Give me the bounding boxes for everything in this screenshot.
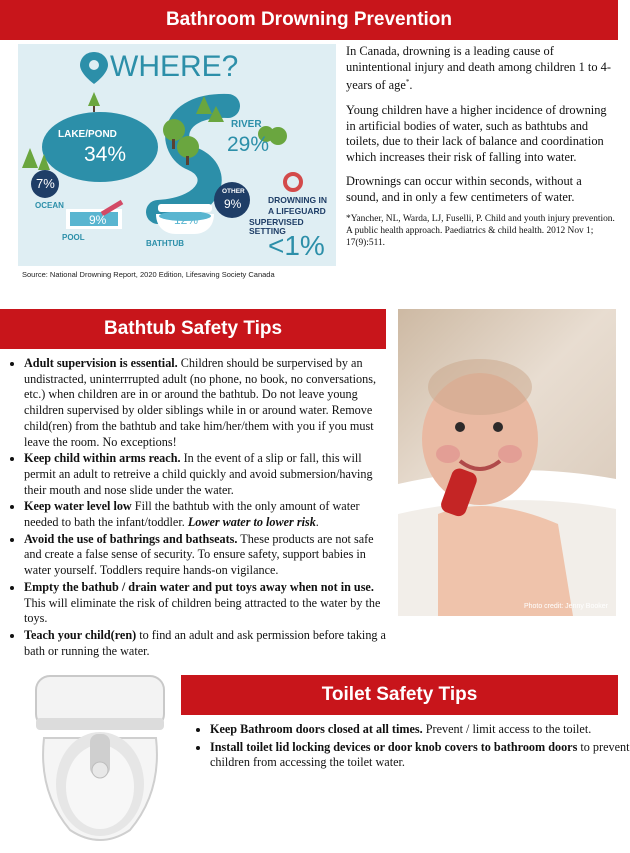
list-item: • Empty the bathub / drain water and put toys away when not in use. This will eliminate the risk of children being attracted to the water by the toys. bbox=[24, 580, 394, 627]
lifeguard-line-2: A LIFEGUARD bbox=[268, 206, 326, 216]
infographic-source: Source: National Drowning Report, 2020 Edition, Lifesaving Society Canada bbox=[22, 270, 275, 279]
bathtub-tips-list bbox=[6, 356, 394, 660]
baby-bath-photo bbox=[398, 309, 616, 616]
pool-percent: 9% bbox=[89, 213, 107, 227]
river-percent: 29% bbox=[227, 133, 270, 156]
list-item: • Keep child within arms reach. In the event of a slip or fall, this will permit an adult to retreive a child quickly and avoid submersion/having their mouth and nose slide under the water. bbox=[24, 451, 394, 498]
lake-percent: 34% bbox=[84, 143, 127, 166]
lifebuoy-icon bbox=[285, 174, 301, 190]
ocean-label: OCEAN bbox=[35, 201, 64, 210]
location-pin-icon bbox=[80, 52, 108, 84]
list-item: • Install toilet lid locking devices or door knob covers to bathroom doors to prevent children from accessing the toilet water. bbox=[210, 740, 630, 771]
citation: *Yancher, NL, Warda, LJ, Fuselli, P. Child and youth injury prevention. A public health approach. Paediatrics & child health. 2012 Nov 1; 17(9):511. bbox=[346, 214, 615, 248]
other-percent: 9% bbox=[224, 197, 242, 211]
list-item: • Keep Bathroom doors closed at all times. Prevent / limit access to the toilet. bbox=[210, 722, 630, 738]
intro-paragraph-3: Drownings can occur within seconds, without a sound, and in only a few centimeters of water. bbox=[346, 174, 582, 204]
lifeguard-line-1: DROWNING IN bbox=[268, 195, 328, 205]
drowning-location-infographic bbox=[18, 44, 336, 266]
intro-text bbox=[346, 44, 616, 249]
list-item: • Avoid the use of bathrings and bathseats. These products are not safe and create a false sense of security. To ensure safety, support babies in water yourself. Toddlers require hands-on vigilance. bbox=[24, 532, 394, 579]
toilet-safety-banner: Toilet Safety Tips bbox=[181, 675, 618, 715]
lake-label: LAKE/POND bbox=[58, 129, 117, 140]
list-item: • Teach your child(ren) to find an adult and ask permission before taking a bath or running the water. bbox=[24, 628, 394, 659]
toilet-tips-list bbox=[192, 722, 630, 773]
lifeguard-percent: <1% bbox=[268, 230, 325, 261]
pool-label: POOL bbox=[62, 233, 85, 242]
bathtub-safety-banner: Bathtub Safety Tips bbox=[0, 309, 386, 349]
intro-paragraph-1: In Canada, drowning is a leading cause of unintentional injury and death among children 1 to 4-years of age*. bbox=[346, 44, 611, 93]
lifeguard-line-3: SUPERVISED SETTING bbox=[249, 217, 304, 236]
list-item: • Keep water level low Fill the bathtub with the only amount of water needed to bath the infant/toddler. Lower water to lower risk. bbox=[24, 499, 394, 530]
other-label: OTHER bbox=[222, 188, 245, 195]
where-heading: WHERE? bbox=[110, 50, 239, 83]
river-label: RIVER bbox=[231, 119, 262, 130]
toilet-icon bbox=[30, 672, 170, 848]
bathtub-label: BATHTUB bbox=[146, 239, 185, 248]
list-item: • Adult supervision is essential. Children should be surpervised by an undistracted, uninterrrupted adult (no phone, no book, no conversations, etc.) when children are in or around the bathtub. Do not leave young children supervised by older siblings while in or around water. Remove child(ren) from the bathtub and take him/her/them with you if you must leave the room. No exceptions! bbox=[24, 356, 394, 450]
page-title-banner: Bathroom Drowning Prevention bbox=[0, 0, 618, 40]
ocean-percent: 7% bbox=[36, 176, 55, 191]
photo-credit: Photo credit: Jenny Booker bbox=[523, 603, 608, 610]
intro-paragraph-2: Young children have a higher incidence of drowning in artificial bodies of water, such as bathtubs and toilets, due to their lack of balance and coordination which increases their risk of falling into water. bbox=[346, 102, 607, 164]
bathtub-percent: 12% bbox=[174, 213, 199, 227]
